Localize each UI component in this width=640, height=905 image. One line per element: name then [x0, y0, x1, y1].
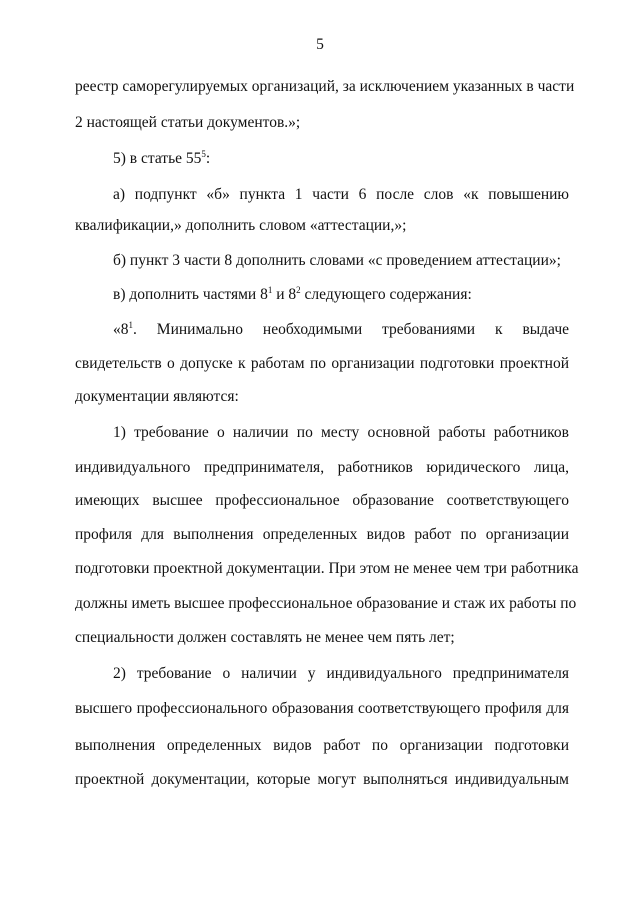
text-line-12: индивидуального предпринимателя, работников юридического лица, — [75, 459, 569, 476]
part-number — [113, 321, 133, 338]
text-line-8 — [113, 320, 569, 340]
parts-superscript-2: 2 — [296, 285, 301, 295]
text-line-10: документации являются: — [75, 388, 239, 405]
text-line-1: реестр саморегулируемых организаций, за исключением указанных в части — [75, 78, 575, 95]
part-number-text: «8 — [113, 321, 129, 338]
article-ref: 5) в статье 55 — [113, 150, 202, 167]
parts-text-a: в) дополнить частями 8 — [113, 286, 268, 303]
requirements-heading-text: . Минимально необходимыми требованиями к выдаче — [133, 321, 569, 338]
text-line-11: 1) требование о наличии по месту основной работы работников — [113, 424, 569, 441]
text-line-2: 2 настоящей статьи документов.»; — [75, 114, 301, 131]
text-line-3 — [113, 149, 569, 169]
parts-text-c: следующего содержания: — [300, 286, 472, 303]
text-line-18: 2) требование о наличии у индивидуального предпринимателя — [113, 665, 569, 682]
text-line-20: выполнения определенных видов работ по организации подготовки — [75, 737, 569, 754]
text-line-4: а) подпункт «б» пункта 1 части 6 после слов «к повышению — [113, 186, 569, 203]
text-line-19: высшего профессионального образования соответствующего профиля для — [75, 700, 569, 717]
text-line-17: специальности должен составлять не менее чем пять лет; — [75, 629, 455, 646]
page-number: 5 — [316, 36, 324, 53]
text-line-6: б) пункт 3 части 8 дополнить словами «с проведением аттестации»; — [113, 252, 561, 269]
parts-superscript-1: 1 — [267, 285, 273, 295]
text-line-15: подготовки проектной документации. При этом не менее чем три работника — [75, 560, 579, 577]
text-line-13: имеющих высшее профессиональное образование соответствующего — [75, 492, 569, 509]
text-line-5: квалификации,» дополнить словом «аттестации,»; — [75, 217, 407, 234]
parts-text-b: и 8 — [272, 286, 297, 303]
text-line-21: проектной документации, которые могут выполняться индивидуальным — [75, 771, 569, 788]
article-colon: : — [205, 150, 211, 167]
text-line-9: свидетельств о допуске к работам по организации подготовки проектной — [75, 355, 569, 372]
text-line-7 — [113, 285, 569, 305]
part-number-superscript: 1 — [128, 320, 133, 330]
text-line-14: профиля для выполнения определенных видов работ по организации — [75, 526, 569, 543]
text-line-16: должны иметь высшее профессиональное образование и стаж их работы по — [75, 595, 577, 612]
article-superscript: 5 — [201, 149, 206, 159]
